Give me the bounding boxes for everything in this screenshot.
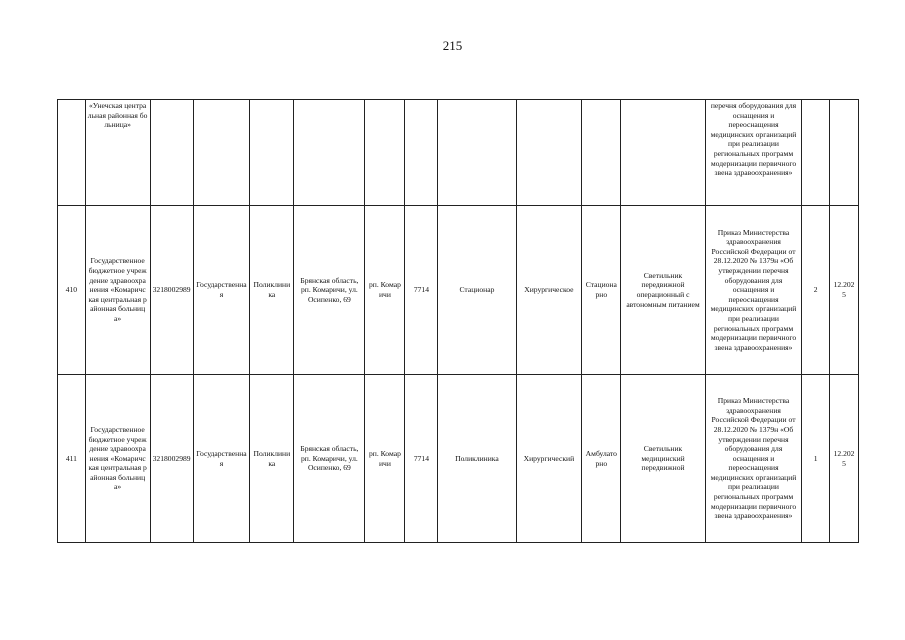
cell-condition — [438, 100, 516, 206]
cell-care-form: Стационарно — [582, 206, 621, 375]
table-row — [58, 375, 859, 543]
equipment-table — [57, 99, 859, 543]
cell-basis-document: перечня оборудования для оснащения и переоснащения медицинских организаций при реализации региональных программ модернизации первичного звена здравоохранения» — [705, 100, 802, 206]
cell-ogrn — [150, 100, 193, 206]
cell-ownership: Государственная — [193, 375, 250, 543]
cell-organization: Государственное бюджетное учреждение здравоохранения «Комаричская центральная районная больница» — [85, 375, 150, 543]
cell-ownership: Государственная — [193, 206, 250, 375]
cell-ogrn: 3218002989 — [150, 375, 193, 543]
cell-code — [405, 100, 438, 206]
cell-locality: рп. Комаричи — [365, 375, 405, 543]
page-number: 215 — [442, 38, 463, 53]
cell-address: Брянская область, рп. Комаричи, ул. Осипенко, 69 — [294, 206, 365, 375]
cell-profile — [516, 100, 582, 206]
cell-care-form — [582, 100, 621, 206]
cell-address — [294, 100, 365, 206]
cell-condition: Стационар — [438, 206, 516, 375]
cell-profile: Хирургическое — [516, 206, 582, 375]
cell-ogrn: 3218002989 — [150, 206, 193, 375]
cell-care-form: Амбулаторно — [582, 375, 621, 543]
cell-equipment: Светильник медицинский передвижной — [621, 375, 705, 543]
cell-num: 410 — [58, 206, 86, 375]
cell-ownership — [193, 100, 250, 206]
cell-num: 411 — [58, 375, 86, 543]
cell-basis-document: Приказ Министерства здравоохранения Российской Федерации от 28.12.2020 № 1379н «Об утверждении перечня оборудования для оснащения и переоснащения медицинских организаций при реализации региональных программ модернизации первичного звена здравоохранения» — [705, 375, 802, 543]
cell-equipment: Светильник передвижной операционный с автономным питанием — [621, 206, 705, 375]
cell-code: 7714 — [405, 375, 438, 543]
cell-facility-type: Поликлиника — [250, 375, 294, 543]
cell-quantity: 1 — [802, 375, 830, 543]
cell-code: 7714 — [405, 206, 438, 375]
cell-date — [830, 100, 859, 206]
cell-locality: рп. Комаричи — [365, 206, 405, 375]
cell-profile: Хирургический — [516, 375, 582, 543]
cell-facility-type: Поликлиника — [250, 206, 294, 375]
cell-quantity — [802, 100, 830, 206]
cell-organization: «Унечская центральная районная больница» — [85, 100, 150, 206]
cell-date: 12.2025 — [830, 375, 859, 543]
cell-equipment — [621, 100, 705, 206]
cell-facility-type — [250, 100, 294, 206]
cell-address: Брянская область, рп. Комаричи, ул. Осипенко, 69 — [294, 375, 365, 543]
table-row — [58, 206, 859, 375]
cell-locality — [365, 100, 405, 206]
cell-num — [58, 100, 86, 206]
cell-basis-document: Приказ Министерства здравоохранения Российской Федерации от 28.12.2020 № 1379н «Об утверждении перечня оборудования для оснащения и переоснащения медицинских организаций при реализации региональных программ модернизации первичного звена здравоохранения» — [705, 206, 802, 375]
cell-quantity: 2 — [802, 206, 830, 375]
table-row — [58, 100, 859, 206]
cell-condition: Поликлиника — [438, 375, 516, 543]
cell-date: 12.2025 — [830, 206, 859, 375]
cell-organization: Государственное бюджетное учреждение здравоохранения «Комаричская центральная районная больница» — [85, 206, 150, 375]
